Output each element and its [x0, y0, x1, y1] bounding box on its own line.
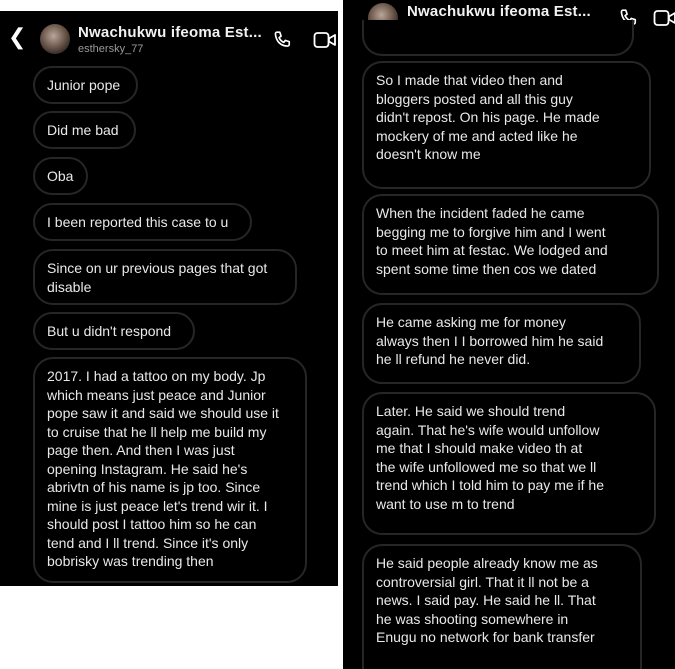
message-text: He came asking me for money always then I I borrowed him he said he ll refund he never did. — [376, 314, 604, 367]
video-call-icon[interactable] — [653, 8, 675, 28]
message-text: But u didn't respond — [47, 323, 172, 339]
message-text: I been reported this case to u — [47, 214, 229, 230]
message-text: Later. He said we should trend again. That he's wife would unfollow me that I should make video th at the wife unfollowed me so that we ll trend which I told him to pay me if he want to use m to trend — [376, 403, 604, 512]
right-chat-screenshot — [343, 0, 675, 669]
message-bubble[interactable] — [362, 544, 642, 669]
message-text: He said people already know me as controversial girl. That it ll not be a news. I said pay. He said he ll. That he was shooting somewhere in Enugu no network for bank transfer — [376, 555, 598, 645]
video-call-icon[interactable] — [313, 30, 337, 50]
phone-icon[interactable] — [271, 29, 293, 51]
message-bubble[interactable] — [33, 357, 307, 583]
message-text: Oba — [47, 168, 74, 184]
message-bubble[interactable] — [33, 111, 136, 149]
back-arrow-icon[interactable]: ❮ — [8, 25, 27, 50]
message-bubble[interactable] — [33, 157, 88, 195]
message-text: Since on ur previous pages that got disable — [47, 260, 268, 295]
message-text: Did me bad — [47, 122, 119, 138]
contact-name[interactable]: Nwachukwu ifeoma Est... — [78, 24, 262, 41]
message-bubble-partial — [362, 20, 634, 56]
message-bubble[interactable] — [362, 194, 659, 295]
contact-handle: esthersky_77 — [78, 43, 144, 55]
message-bubble[interactable] — [33, 312, 195, 350]
chat-header — [0, 11, 338, 63]
message-text: 2017. I had a tattoo on my body. Jp which means just peace and Junior pope saw it and said we should use it to cruise that he ll help me build my page then. And then I was just opening Instagram. He said he's abrivtn of his name is jp too. Since mine is just peace let's trend wir it. I should post I tattoo him so he can tend and I ll trend. Since it's only bobrisky was trending then — [47, 368, 279, 569]
message-bubble[interactable] — [362, 61, 651, 189]
message-bubble[interactable] — [33, 203, 252, 241]
message-bubble[interactable] — [33, 249, 297, 305]
message-bubble[interactable] — [362, 392, 656, 535]
contact-name[interactable]: Nwachukwu ifeoma Est... — [407, 3, 591, 20]
left-chat-screenshot — [0, 11, 338, 586]
message-text: Junior pope — [47, 77, 121, 93]
avatar[interactable] — [40, 24, 70, 54]
message-bubble[interactable] — [362, 303, 641, 384]
message-bubble[interactable] — [33, 66, 138, 104]
message-text: So I made that video then and bloggers posted and all this guy didn't repost. On his page. He made mockery of me and acted like he doesn't know me — [376, 72, 600, 162]
message-text: When the incident faded he came begging me to forgive him and I went to meet him at festac. We lodged and spent some time then cos we dated — [376, 205, 608, 277]
